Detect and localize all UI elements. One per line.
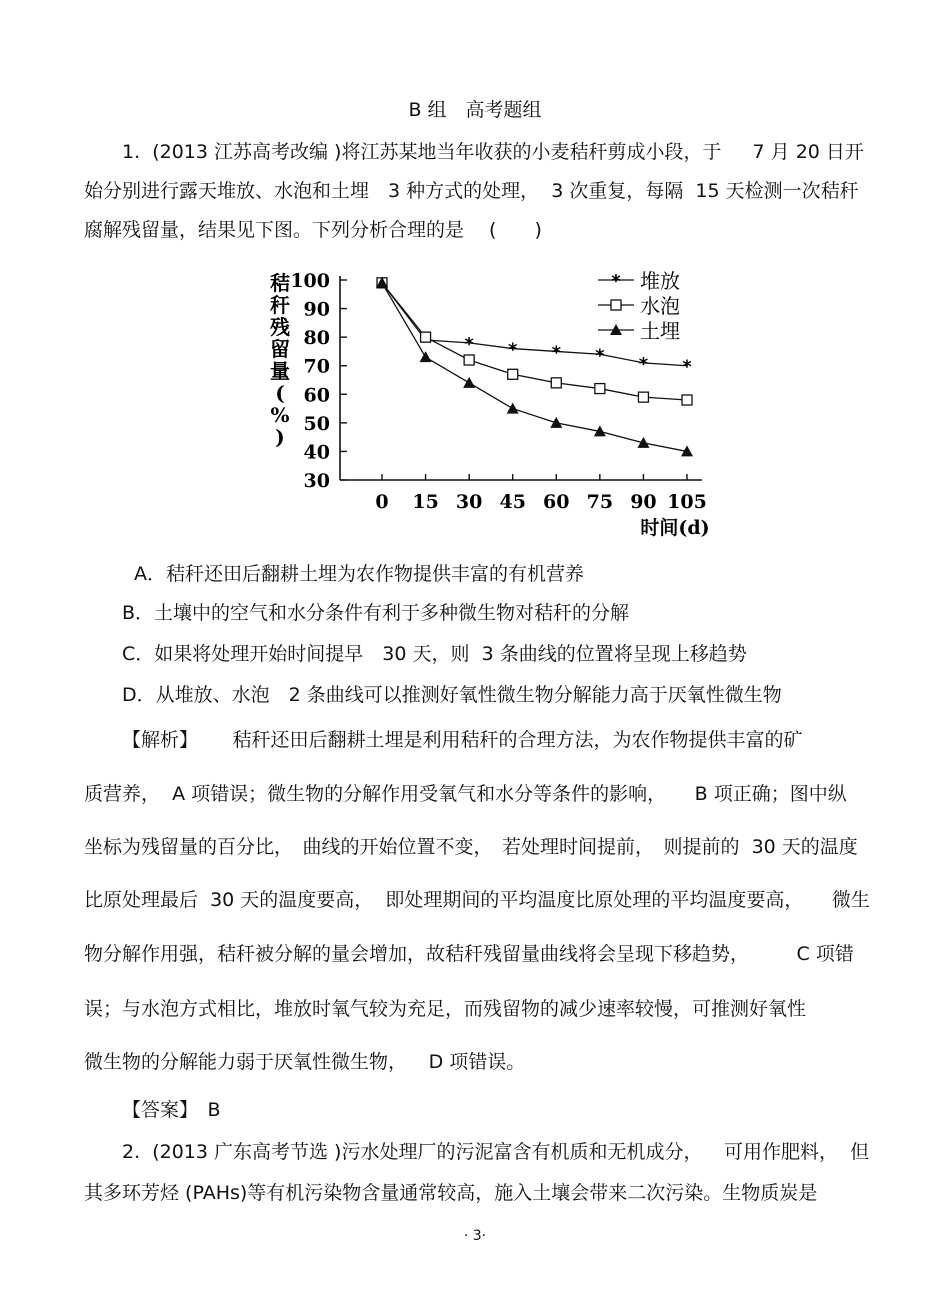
x-tick-label: 15 — [412, 491, 439, 513]
chart-legend — [598, 269, 680, 343]
y-axis-label-char: % — [270, 403, 290, 427]
option-b: B．土壤中的空气和水分条件有利于多种微生物对秸秆的分解 — [122, 602, 630, 624]
legend-item — [598, 294, 680, 318]
square-marker — [421, 332, 431, 342]
x-tick-label: 75 — [586, 491, 614, 513]
y-tick-label: 70 — [303, 355, 330, 378]
legend-label: 土埋 — [640, 319, 680, 343]
option-a: A．秸秆还田后翻耕土埋为农作物提供丰富的有机营养 — [134, 563, 584, 585]
q1-text-line-3: 腐解残留量，结果见下图。下列分析合理的是 ( ) — [84, 219, 542, 241]
y-axis-label-char: 秸 — [270, 271, 290, 295]
y-axis-label — [270, 271, 290, 449]
triangle-marker — [420, 351, 432, 362]
legend-label: 堆放 — [640, 269, 680, 293]
q2-text-line-2: 其多环芳烃 (PAHs)等有机污染物含量通常较高，施入土壤会带来二次污染。生物质炭是 — [84, 1182, 818, 1204]
page-number: · 3· — [463, 1228, 487, 1244]
y-tick-label: 50 — [303, 412, 330, 435]
y-tick-label: 80 — [303, 327, 330, 350]
q1-text-line-1: 1. (2013 江苏高考改编 )将江苏某地当年收获的小麦秸秆剪成小段，于 7 月 20 日开 — [122, 141, 864, 163]
square-marker — [464, 355, 474, 365]
legend-item — [598, 269, 680, 293]
analysis-line-4: 比原处理最后 30 天的温度要高， 即处理期间的平均温度比原处理的平均温度要高， 微生 — [84, 889, 870, 911]
star-marker: * — [551, 342, 561, 364]
option-d: D．从堆放、水泡 2 条曲线可以推测好氧性微生物分解能力高于厌氧性微生物 — [122, 684, 782, 706]
legend-item — [598, 319, 680, 343]
star-marker: * — [595, 345, 605, 367]
residue-line-chart — [262, 262, 712, 544]
y-axis-label-char: 量 — [270, 359, 290, 383]
y-tick-label: 100 — [290, 270, 330, 292]
star-marker: * — [611, 271, 621, 292]
answer-line: 【答案】 B — [122, 1099, 221, 1121]
analysis-line-7: 微生物的分解能力弱于厌氧性微生物， D 项错误。 — [84, 1051, 526, 1073]
square-marker — [611, 300, 621, 310]
y-tick-label: 30 — [303, 470, 330, 492]
square-marker — [638, 392, 648, 402]
y-axis-label-char: ( — [275, 381, 285, 405]
square-marker — [551, 378, 561, 388]
analysis-line-2: 质营养， A 项错误；微生物的分解作用受氧气和水分等条件的影响， B 项正确；图中纵 — [84, 783, 847, 805]
analysis-line-3: 坐标为残留量的百分比， 曲线的开始位置不变， 若处理时间提前， 则提前的 30 天的温度 — [84, 836, 858, 858]
q2-text-line-1: 2. (2013 广东高考节选 )污水处理厂的污泥富含有机质和无机成分， 可用作肥料， 但 — [122, 1141, 870, 1163]
analysis-line-1: 【解析】 秸秆还田后翻耕土埋是利用秸秆的合理方法，为农作物提供丰富的矿 — [122, 729, 803, 751]
y-tick-label: 90 — [303, 298, 330, 321]
legend-label: 水泡 — [640, 294, 680, 318]
x-axis-label: 时间(d) — [640, 517, 710, 539]
star-marker: * — [638, 353, 649, 375]
y-axis-label-char: 秆 — [270, 293, 290, 317]
analysis-line-6: 误；与水泡方式相比，堆放时氧气较为充足，而残留物的减少速率较慢，可推测好氧性 — [84, 998, 807, 1020]
section-title: B 组 高考题组 — [408, 99, 542, 121]
x-tick-label: 60 — [543, 491, 570, 513]
triangle-marker — [507, 403, 519, 414]
square-marker — [508, 369, 518, 379]
y-axis-label-char: ) — [275, 425, 285, 449]
y-tick-label: 40 — [303, 441, 330, 464]
star-marker: * — [508, 339, 518, 361]
q1-text-line-2: 始分别进行露天堆放、水泡和土埋 3 种方式的处理， 3 次重复，每隔 15 天检测一次秸秆 — [84, 180, 859, 202]
x-tick-label: 30 — [455, 491, 483, 513]
x-tick-label: 90 — [630, 491, 657, 513]
analysis-line-5: 物分解作用强，秸秆被分解的量会增加，故秸秆残留量曲线将会呈现下移趋势， C 项错 — [84, 943, 854, 965]
triangle-marker — [550, 417, 562, 428]
y-axis-label-char: 留 — [270, 337, 290, 361]
x-tick-label: 0 — [375, 491, 389, 513]
triangle-marker — [463, 377, 475, 388]
x-tick-label: 45 — [499, 491, 526, 513]
square-marker — [595, 384, 605, 394]
star-marker: * — [464, 333, 474, 355]
option-c: C．如果将处理开始时间提早 30 天，则 3 条曲线的位置将呈现上移趋势 — [122, 643, 747, 665]
x-tick-label: 105 — [667, 491, 707, 513]
y-tick-label: 60 — [303, 384, 330, 407]
square-marker — [682, 395, 692, 405]
y-axis-label-char: 残 — [270, 315, 290, 339]
star-marker: * — [682, 356, 692, 378]
